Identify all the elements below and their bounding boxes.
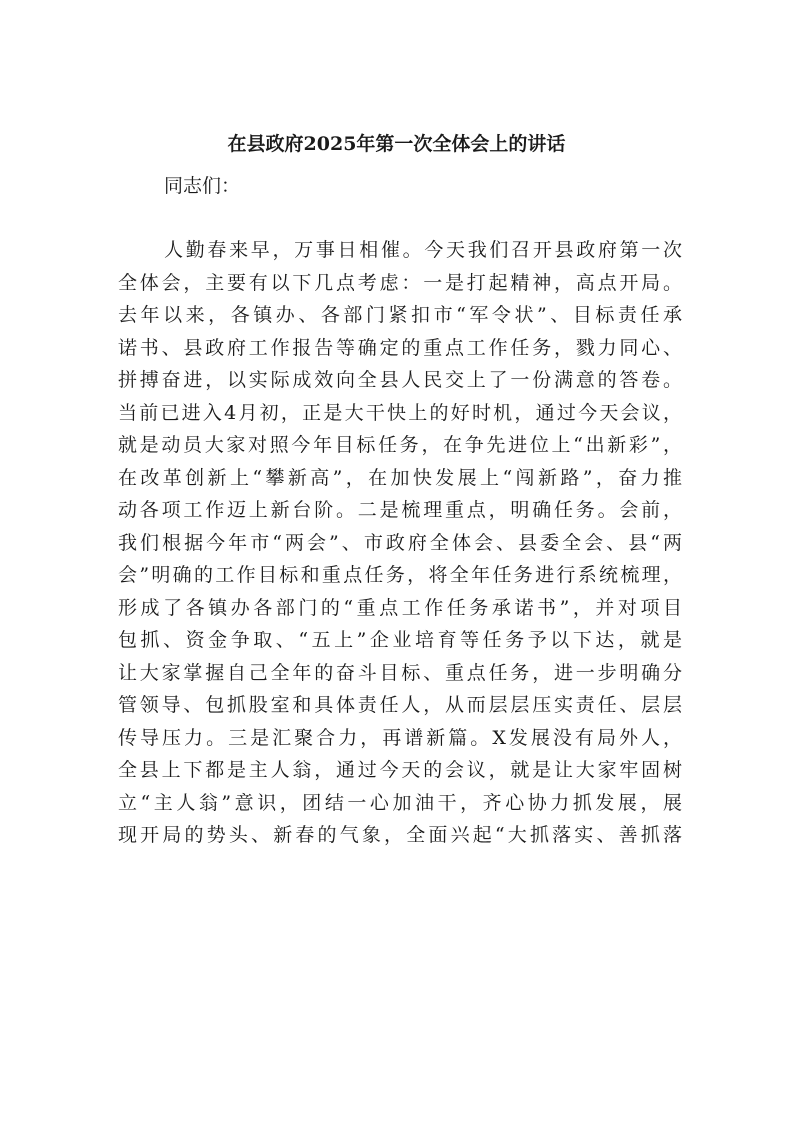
body-line: 全县上下都是主人翁，通过今天的会议，就是让大家牢固树 <box>118 759 682 781</box>
body-line: 去年以来，各镇办、各部门紧扣市“军令状”、目标责任承 <box>118 304 682 326</box>
body-line: 动各项工作迈上新台阶。二是梳理重点，明确任务。会前， <box>118 499 682 521</box>
body-line: 包抓、资金争取、“五上”企业培育等任务予以下达，就是 <box>118 629 682 651</box>
body-line: 会”明确的工作目标和重点任务，将全年任务进行系统梳理， <box>118 564 682 586</box>
body-line: 立“主人翁”意识，团结一心加油干，齐心协力抓发展，展 <box>118 791 682 814</box>
body-line: 就是动员大家对照今年目标任务，在争先进位上“出新彩”， <box>118 434 682 456</box>
salutation: 同志们： <box>164 175 241 197</box>
body-line: 全体会，主要有以下几点考虑：一是打起精神，高点开局。 <box>118 271 682 294</box>
body-line: 传导压力。三是汇聚合力，再谱新篇。X发展没有局外人， <box>118 726 682 749</box>
body-line: 在改革创新上“攀新高”，在加快发展上“闯新路”，奋力推 <box>118 466 682 489</box>
body-line: 当前已进入4月初，正是大干快上的好时机，通过今天会议， <box>118 401 682 424</box>
body-line: 我们根据今年市“两会”、市政府全体会、县委全会、县“两 <box>118 531 682 554</box>
body-line: 管领导、包抓股室和具体责任人，从而层层压实责任、层层 <box>118 694 682 716</box>
document-title: 在县政府2025年第一次全体会上的讲话 <box>227 133 566 155</box>
body-paragraph <box>118 234 682 852</box>
body-line: 拼搏奋进，以实际成效向全县人民交上了一份满意的答卷。 <box>118 369 682 391</box>
body-line: 让大家掌握自己全年的奋斗目标、重点任务，进一步明确分 <box>118 661 682 684</box>
body-line: 人勤春来早，万事日相催。今天我们召开县政府第一次 <box>164 239 682 261</box>
body-line: 诺书、县政府工作报告等确定的重点工作任务，戮力同心、 <box>118 336 682 359</box>
body-line: 形成了各镇办各部门的“重点工作任务承诺书”，并对项目 <box>118 596 682 619</box>
body-line: 现开局的势头、新春的气象，全面兴起“大抓落实、善抓落 <box>118 824 682 846</box>
